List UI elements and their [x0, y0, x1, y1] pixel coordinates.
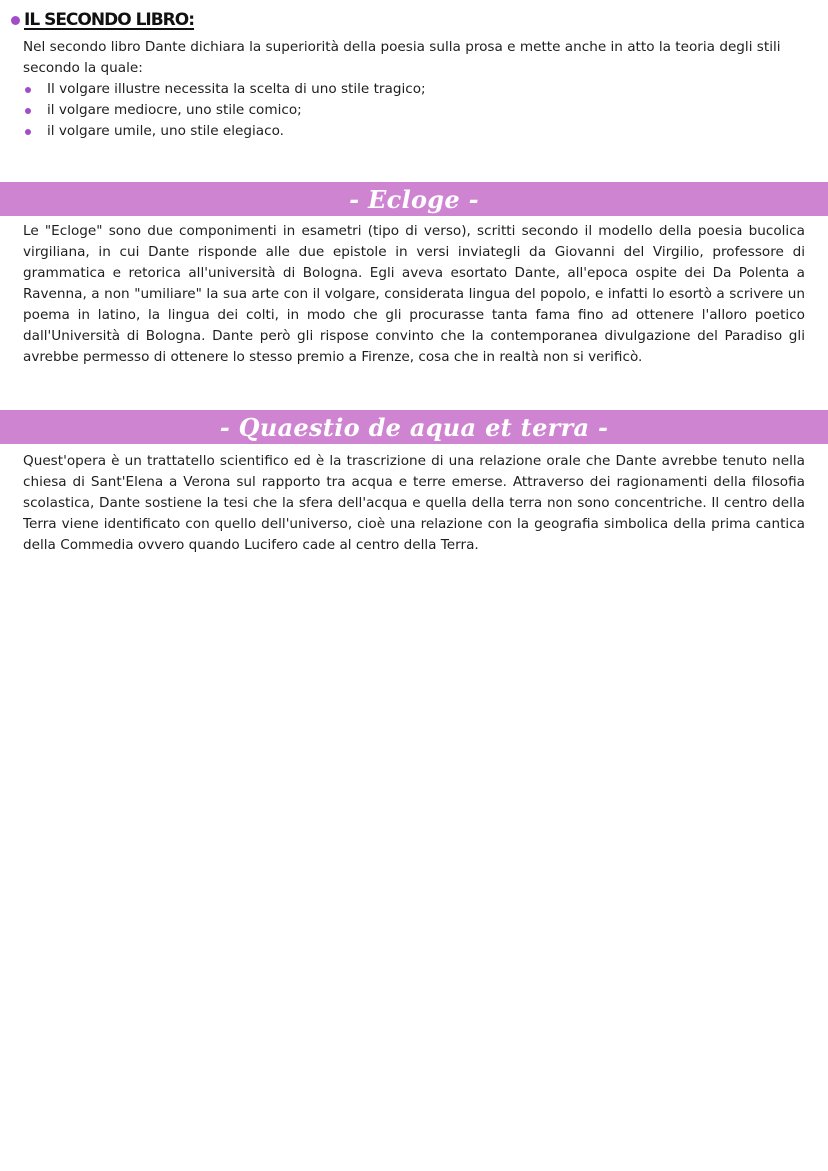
banner-title: - Ecloge - [349, 184, 479, 214]
list-item-text: il volgare umile, uno stile elegiaco. [47, 123, 284, 139]
bullet-icon [25, 108, 31, 114]
list-item [23, 100, 810, 121]
section-banner-quaestio [0, 410, 828, 444]
banner-title: - Quaestio de aqua et terra - [219, 412, 609, 442]
quaestio-paragraph: Quest'opera è un trattatello scientifico ed è la trascrizione di una relazione orale che Dante avrebbe tenuto nella chiesa di Sant'Elena a Verona sul rapporto tra acqua e terre emerse. Attraverso dei ragionamenti della filosofia scolastica, Dante sostiene la tesi che la sfera dell'acqua e quella della terra non sono concentriche. Il centro della Terra viene identificato con quello dell'universo, cioè una relazione con la geografia simbolica della prima cantica della Commedia ovvero quando Lucifero cade al centro della Terra. [23, 453, 805, 553]
section-heading-row [10, 8, 810, 32]
bullet-icon [25, 87, 31, 93]
section-heading: IL SECONDO LIBRO: [24, 10, 195, 30]
section-secondo-libro [10, 8, 810, 142]
bullet-icon [11, 16, 20, 25]
list-item-text: il volgare mediocre, uno stile comico; [47, 102, 302, 118]
list-item [23, 121, 810, 142]
list-item [23, 79, 810, 100]
bullet-list [23, 79, 810, 142]
section-intro: Nel secondo libro Dante dichiara la superiorità della poesia sulla prosa e mette anche in atto la teoria degli stili secondo la quale: [23, 39, 781, 76]
list-item-text: Il volgare illustre necessita la scelta di uno stile tragico; [47, 81, 426, 97]
section-banner-ecloge [0, 182, 828, 216]
bullet-icon [25, 129, 31, 135]
ecloge-paragraph: Le "Ecloge" sono due componimenti in esametri (tipo di verso), scritti secondo il modello della poesia bucolica virgiliana, in cui Dante risponde alle due epistole in versi inviategli da Giovanni del Virgilio, professore di grammatica e retorica all'università di Bologna. Egli aveva esortato Dante, all'epoca ospite dei Da Polenta a Ravenna, a non "umiliare" la sua arte con il volgare, considerata lingua del popolo, e infatti lo esortò a scrivere un poema in latino, la lingua dei colti, in modo che gli procurasse tanta fama fino ad ottenere l'alloro poetico dall'Università di Bologna. Dante però gli rispose convinto che la contemporanea divulgazione del Paradiso gli avrebbe permesso di ottenere lo stesso premio a Firenze, cosa che in realtà non si verificò. [23, 223, 805, 365]
